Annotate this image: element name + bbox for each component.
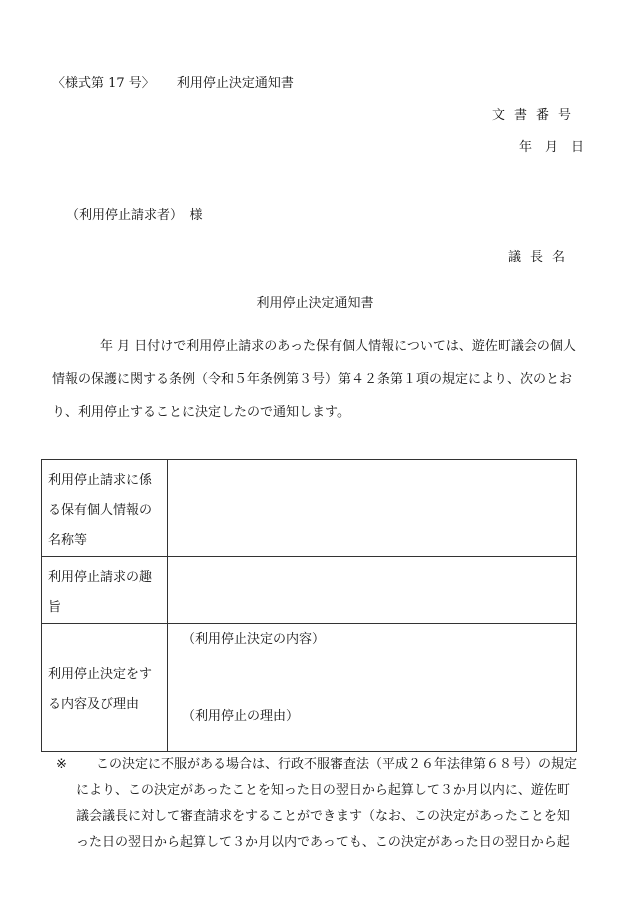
table-label-cell: [42, 624, 168, 752]
chair-name: 議長名: [507, 250, 574, 265]
table-row: [42, 557, 577, 624]
table-value-cell: [168, 624, 577, 752]
date-label: 年 月 日: [518, 140, 584, 155]
body-text: 年 月 日付けで利用停止請求のあった保有個人情報については、遊佐町議会の個人情報の保護に関する条例（令和５年条例第３号）第４２条第１項の規定により、次のとおり、利用停止することに決定したので通知します。: [52, 339, 576, 420]
decision-reason: （利用停止の理由）: [182, 709, 300, 724]
table-label-cell: [42, 557, 168, 624]
form-header: [52, 72, 294, 91]
addressee: （利用停止請求者） 様: [66, 208, 203, 223]
decision-table: [41, 459, 577, 752]
note-mark: ※: [56, 757, 67, 772]
document-number-label: 文書番号: [491, 108, 580, 123]
table-value-cell: [168, 460, 577, 557]
note-text: この決定に不服がある場合は、行政不服審査法（平成２６年法律第６８号）の規定により、この決定があったことを知った日の翌日から起算して３か月以内に、遊佐町議会議長に対して審査請求をすることができます（なお、この決定があったことを知った日の翌日から起算して３か月以内であっても、この決定があった日の翌日から起: [76, 757, 578, 850]
form-number: 〈様式第 17 号〉: [52, 76, 155, 91]
table-row: [42, 624, 577, 752]
row2-label: 利用停止請求の趣旨: [48, 570, 153, 615]
table-row: [42, 460, 577, 557]
row1-label: 利用停止請求に係る保有個人情報の名称等: [48, 473, 153, 548]
row3-label: 利用停止決定をする内容及び理由: [48, 667, 153, 712]
table-label-cell: [42, 460, 168, 557]
appeal-note: [56, 752, 580, 856]
form-title: 利用停止決定通知書: [176, 76, 294, 91]
table-value-cell: [168, 557, 577, 624]
body-paragraph: [52, 330, 580, 429]
document-title: 利用停止決定通知書: [256, 296, 374, 311]
decision-content: （利用停止決定の内容）: [182, 632, 326, 647]
